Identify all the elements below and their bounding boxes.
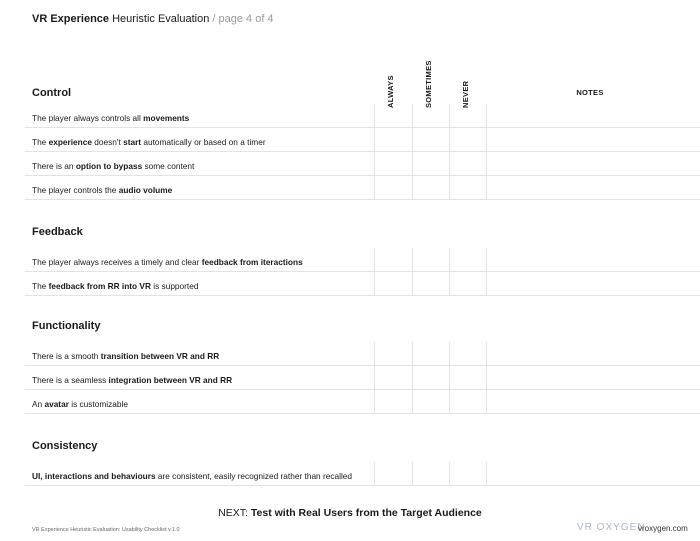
- footer-version: VR Experience Heuristic Evaluation: Usability Checklist v.1.0: [32, 527, 180, 533]
- sometimes-cell[interactable]: [412, 390, 450, 413]
- sometimes-cell[interactable]: [412, 104, 450, 127]
- sometimes-cell[interactable]: [412, 152, 450, 175]
- question-text: There is a seamless integration between VR and RR: [32, 375, 233, 385]
- question-text: The player controls the audio volume: [32, 185, 173, 195]
- notes-cell[interactable]: [486, 104, 700, 127]
- always-cell[interactable]: [374, 248, 412, 271]
- notes-cell[interactable]: [486, 462, 700, 485]
- sometimes-cell[interactable]: [412, 272, 450, 295]
- never-cell[interactable]: [449, 462, 487, 485]
- question-text: The player always controls all movements: [32, 113, 190, 123]
- header-title-bold: VR Experience: [32, 13, 110, 25]
- notes-cell[interactable]: [486, 176, 700, 199]
- header-title: Heuristic Evaluation: [109, 13, 210, 25]
- sometimes-cell[interactable]: [412, 366, 450, 389]
- next-step: [0, 507, 700, 519]
- always-cell[interactable]: [374, 104, 412, 127]
- notes-cell[interactable]: [486, 248, 700, 271]
- notes-cell[interactable]: [486, 272, 700, 295]
- question-text: An avatar is customizable: [32, 399, 128, 409]
- question-text: UI, interactions and behaviours are consistent, easily recognized rather than recalled: [32, 471, 353, 481]
- sometimes-cell[interactable]: [412, 462, 450, 485]
- notes-cell[interactable]: [486, 152, 700, 175]
- question-text: The feedback from RR into VR is supported: [32, 281, 199, 291]
- never-cell[interactable]: [449, 272, 487, 295]
- checklist-row: [25, 390, 700, 414]
- question-text: The player always receives a timely and clear feedback from iteractions: [32, 257, 303, 267]
- never-cell[interactable]: [449, 366, 487, 389]
- sometimes-cell[interactable]: [412, 248, 450, 271]
- question-text: There is an option to bypass some content: [32, 161, 195, 171]
- never-cell[interactable]: [449, 248, 487, 271]
- question-text: The experience doesn't start automatically or based on a timer: [32, 137, 266, 147]
- always-cell[interactable]: [374, 128, 412, 151]
- footer-site: vroxygen.com: [638, 524, 688, 533]
- never-cell[interactable]: [449, 390, 487, 413]
- sometimes-cell[interactable]: [412, 342, 450, 365]
- section-title: Control: [32, 87, 72, 99]
- checklist-row: [25, 272, 700, 296]
- checklist-row: [25, 342, 700, 366]
- never-cell[interactable]: [449, 104, 487, 127]
- checklist-row: [25, 462, 700, 486]
- always-cell[interactable]: [374, 390, 412, 413]
- checklist-row: [25, 128, 700, 152]
- checklist-row: [25, 104, 700, 128]
- column-header-notes: NOTES: [576, 88, 604, 97]
- section-title: Consistency: [32, 440, 98, 452]
- question-text: There is a smooth transition between VR and RR: [32, 351, 220, 361]
- page-indicator: / page 4 of 4: [209, 13, 274, 25]
- always-cell[interactable]: [374, 366, 412, 389]
- column-header-sometimes: SOMETIMES: [424, 60, 433, 108]
- next-prefix: NEXT:: [218, 507, 251, 519]
- never-cell[interactable]: [449, 176, 487, 199]
- never-cell[interactable]: [449, 342, 487, 365]
- notes-cell[interactable]: [486, 128, 700, 151]
- checklist-row: [25, 152, 700, 176]
- column-header-never: NEVER: [461, 80, 470, 108]
- always-cell[interactable]: [374, 176, 412, 199]
- always-cell[interactable]: [374, 272, 412, 295]
- always-cell[interactable]: [374, 152, 412, 175]
- next-step-title: Test with Real Users from the Target Audience: [250, 507, 482, 519]
- sometimes-cell[interactable]: [412, 176, 450, 199]
- column-header-always: ALWAYS: [386, 75, 395, 108]
- section-title: Feedback: [32, 226, 83, 238]
- section-title: Functionality: [32, 320, 101, 332]
- notes-cell[interactable]: [486, 390, 700, 413]
- never-cell[interactable]: [449, 152, 487, 175]
- checklist-row: [25, 248, 700, 272]
- always-cell[interactable]: [374, 462, 412, 485]
- always-cell[interactable]: [374, 342, 412, 365]
- checklist-row: [25, 176, 700, 200]
- brand-logo: VR OXYGEN: [577, 522, 646, 533]
- notes-cell[interactable]: [486, 366, 700, 389]
- sometimes-cell[interactable]: [412, 128, 450, 151]
- page-header: [32, 13, 274, 25]
- notes-cell[interactable]: [486, 342, 700, 365]
- checklist-row: [25, 366, 700, 390]
- never-cell[interactable]: [449, 128, 487, 151]
